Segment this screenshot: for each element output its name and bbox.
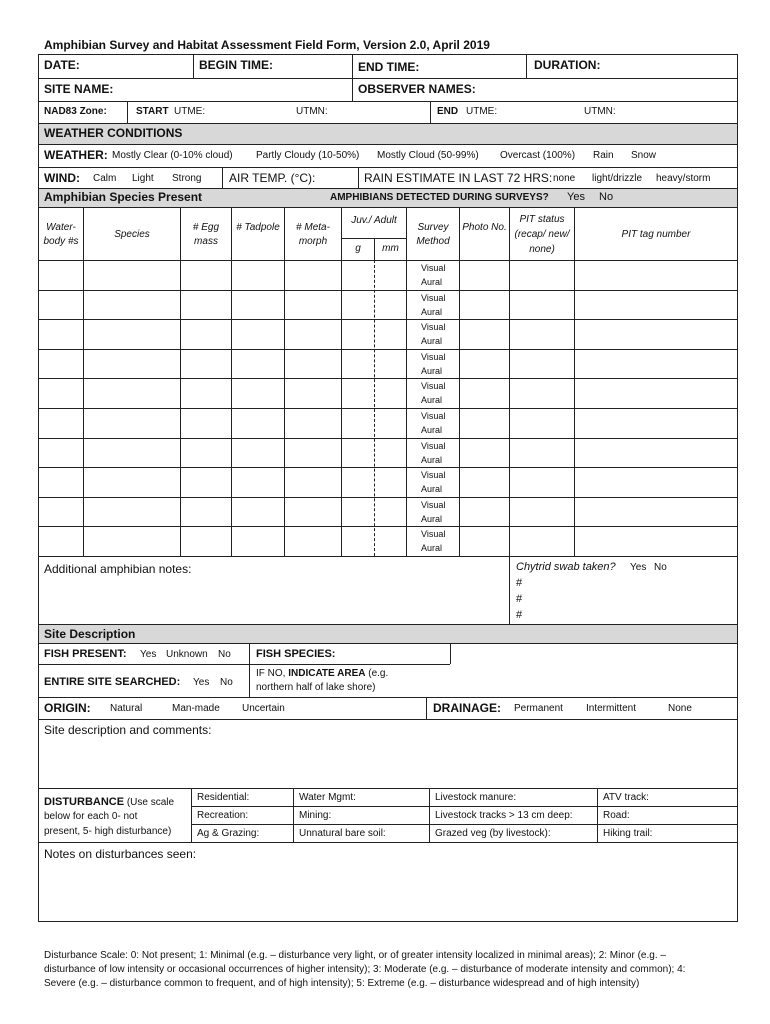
chytrid-no[interactable]: No	[654, 562, 667, 573]
survey-method-aural[interactable]: Aural	[421, 277, 443, 287]
air-temp-label: AIR TEMP. (°C):	[229, 171, 316, 185]
survey-method-visual[interactable]: Visual	[421, 499, 446, 510]
weather-option-mostly-clear[interactable]: Mostly Clear (0-10% cloud)	[112, 150, 233, 161]
table-row[interactable]	[38, 438, 738, 468]
disturbance-recreation: Recreation:	[197, 810, 249, 821]
chytrid-hash-3: #	[516, 609, 523, 621]
col-pit-tag: PIT tag number	[621, 229, 691, 240]
survey-method-visual[interactable]: Visual	[421, 263, 446, 273]
table-row[interactable]	[38, 290, 738, 320]
col-survey-method: Survey Method	[416, 222, 450, 247]
survey-method-visual[interactable]: Visual	[421, 470, 446, 481]
duration-label: DURATION:	[534, 58, 601, 72]
amphibians-detected-question: AMPHIBIANS DETECTED DURING SURVEYS?	[330, 192, 549, 203]
wind-label: WIND:	[44, 171, 80, 185]
nad83-label: NAD83 Zone:	[44, 106, 107, 117]
disturbance-atv-track: ATV track:	[603, 792, 649, 803]
table-row[interactable]	[38, 467, 738, 497]
survey-method-aural[interactable]: Aural	[421, 543, 443, 554]
drainage-label: DRAINAGE:	[433, 701, 501, 715]
wind-option-strong[interactable]: Strong	[172, 173, 202, 184]
disturbance-livestock-manure: Livestock manure:	[435, 792, 517, 803]
disturbance-mining: Mining:	[299, 810, 332, 821]
weather-section-header: WEATHER CONDITIONS	[44, 126, 183, 140]
survey-method-aural[interactable]: Aural	[421, 395, 443, 406]
rain-option-heavy[interactable]: heavy/storm	[656, 173, 711, 184]
table-row[interactable]	[38, 349, 738, 379]
indicate-area-example: northern half of lake shore)	[256, 682, 376, 693]
survey-method-aural[interactable]: Aural	[421, 306, 443, 317]
species-section-header: Amphibian Species Present	[44, 190, 203, 204]
disturbance-label: DISTURBANCE (Use scale	[44, 796, 175, 808]
site-name-label: SITE NAME:	[44, 82, 114, 96]
survey-method-visual[interactable]: Visual	[421, 351, 446, 362]
weather-option-rain[interactable]: Rain	[593, 150, 614, 161]
survey-method-aural[interactable]: Aural	[421, 336, 443, 347]
fish-species-label: FISH SPECIES:	[256, 648, 336, 660]
survey-method-aural[interactable]: Aural	[421, 513, 443, 524]
origin-option-natural[interactable]: Natural	[110, 703, 143, 714]
survey-method-aural[interactable]: Aural	[421, 484, 443, 495]
wind-option-calm[interactable]: Calm	[93, 173, 117, 184]
entire-site-label: ENTIRE SITE SEARCHED:	[44, 676, 181, 688]
date-label: DATE:	[44, 58, 80, 72]
table-row[interactable]	[38, 497, 738, 527]
detected-yes[interactable]: Yes	[567, 191, 585, 203]
wind-option-light[interactable]: Light	[132, 173, 154, 184]
form-title: Amphibian Survey and Habitat Assessment Field Form, Version 2.0, April 2019	[44, 38, 490, 52]
weather-option-partly-cloudy[interactable]: Partly Cloudy (10-50%)	[256, 150, 360, 161]
survey-method-visual[interactable]: Visual	[421, 322, 446, 333]
fish-option-yes[interactable]: Yes	[140, 649, 157, 660]
survey-method-aural[interactable]: Aural	[421, 425, 443, 435]
chytrid-hash-1: #	[516, 577, 523, 589]
indicate-area-label: IF NO, INDICATE AREA (e.g.	[256, 668, 389, 679]
detected-no[interactable]: No	[599, 191, 614, 203]
origin-option-uncertain[interactable]: Uncertain	[242, 703, 285, 714]
drainage-option-none[interactable]: None	[668, 703, 692, 714]
disturbance-livestock-tracks: Livestock tracks > 13 cm deep:	[435, 810, 573, 821]
disturbance-bare-soil: Unnatural bare soil:	[299, 828, 386, 839]
col-species: Species	[114, 229, 150, 240]
col-pit-status: PIT status (recap/ new/ none)	[514, 214, 570, 255]
drainage-option-intermittent[interactable]: Intermittent	[586, 703, 637, 714]
disturbance-water-mgmt: Water Mgmt:	[299, 792, 356, 803]
col-waterbody: Water-body #s	[43, 222, 79, 247]
survey-method-visual[interactable]: Visual	[421, 529, 446, 540]
survey-method-visual[interactable]: Visual	[421, 411, 446, 421]
survey-method-visual[interactable]: Visual	[421, 381, 446, 392]
site-comments-label: Site description and comments:	[44, 723, 212, 737]
chytrid-question: Chytrid swab taken?	[516, 561, 616, 573]
begin-time-label: BEGIN TIME:	[199, 58, 273, 72]
chytrid-hash-2: #	[516, 593, 523, 605]
chytrid-yes[interactable]: Yes	[630, 562, 647, 573]
footer-scale-line-1: Disturbance Scale: 0: Not present; 1: Minimal (e.g. – disturbance very light, or of greater intensity localized in minimal areas); 2: Minor (e.g. –	[44, 950, 666, 961]
col-mm: mm	[382, 243, 399, 254]
col-juv-adult: Juv./ Adult	[351, 215, 397, 226]
disturbance-residential: Residential:	[197, 792, 250, 803]
weather-option-mostly-cloud[interactable]: Mostly Cloud (50-99%)	[377, 150, 479, 161]
origin-option-manmade[interactable]: Man-made	[172, 703, 220, 714]
weather-option-overcast[interactable]: Overcast (100%)	[500, 150, 576, 161]
start-utmn: UTMN:	[296, 106, 328, 117]
entire-option-no[interactable]: No	[220, 677, 233, 688]
origin-label: ORIGIN:	[44, 701, 91, 715]
footer-scale-line-2: disturbance of low intensity or occasional occurrences of higher intensity); 3: Moderate (e.g. – disturbance of moderate intensity and common); 4:	[44, 964, 686, 975]
survey-method-aural[interactable]: Aural	[421, 365, 443, 376]
weather-option-snow[interactable]: Snow	[631, 150, 657, 161]
disturbance-ag-grazing: Ag & Grazing:	[197, 828, 260, 839]
entire-option-yes[interactable]: Yes	[193, 677, 210, 688]
col-egg-mass: # Egg mass	[192, 222, 220, 247]
table-row[interactable]	[38, 408, 738, 438]
col-photo-no: Photo No.	[462, 222, 507, 233]
rain-estimate-label: RAIN ESTIMATE IN LAST 72 HRS:	[364, 171, 553, 185]
fish-option-unknown[interactable]: Unknown	[166, 649, 208, 660]
footer-scale-line-3: Severe (e.g. – disturbance common to frequent, and of high intensity); 5: Extreme (e.g. – disturbance widespread and of high intensity)	[44, 978, 640, 989]
col-tadpole: # Tadpole	[236, 222, 280, 233]
end-time-label: END TIME:	[358, 60, 420, 74]
rain-option-light[interactable]: light/drizzle	[592, 173, 643, 184]
table-row[interactable]	[38, 526, 738, 556]
disturbance-desc-3: present, 5- high disturbance)	[44, 826, 172, 837]
disturbance-hiking-trail: Hiking trail:	[603, 828, 653, 839]
disturbance-road: Road:	[603, 810, 630, 821]
drainage-option-permanent[interactable]: Permanent	[514, 703, 563, 714]
disturbance-notes-label: Notes on disturbances seen:	[44, 847, 197, 861]
rain-option-none[interactable]: none	[553, 173, 576, 184]
fish-present-label: FISH PRESENT:	[44, 648, 127, 660]
disturbance-grazed-veg: Grazed veg (by livestock):	[435, 828, 551, 839]
survey-method-visual[interactable]: Visual	[421, 292, 446, 303]
survey-method-aural[interactable]: Aural	[421, 454, 443, 465]
end-utme: UTME:	[466, 106, 498, 117]
col-metamorph: # Meta-morph	[296, 222, 330, 247]
site-section-header: Site Description	[44, 627, 136, 641]
start-utme: UTME:	[174, 106, 206, 117]
col-g: g	[355, 243, 361, 254]
table-row[interactable]	[38, 319, 738, 349]
start-label: START	[136, 106, 169, 117]
table-row[interactable]	[38, 378, 738, 408]
observer-names-label: OBSERVER NAMES:	[358, 82, 476, 96]
fish-option-no[interactable]: No	[218, 649, 231, 660]
survey-method-visual[interactable]: Visual	[421, 440, 446, 451]
end-label: END	[437, 106, 459, 117]
disturbance-desc-2: below for each 0- not	[44, 811, 138, 822]
end-utmn: UTMN:	[584, 106, 616, 117]
additional-notes-label: Additional amphibian notes:	[44, 562, 192, 576]
weather-label: WEATHER:	[44, 148, 108, 162]
table-row[interactable]	[38, 260, 738, 290]
